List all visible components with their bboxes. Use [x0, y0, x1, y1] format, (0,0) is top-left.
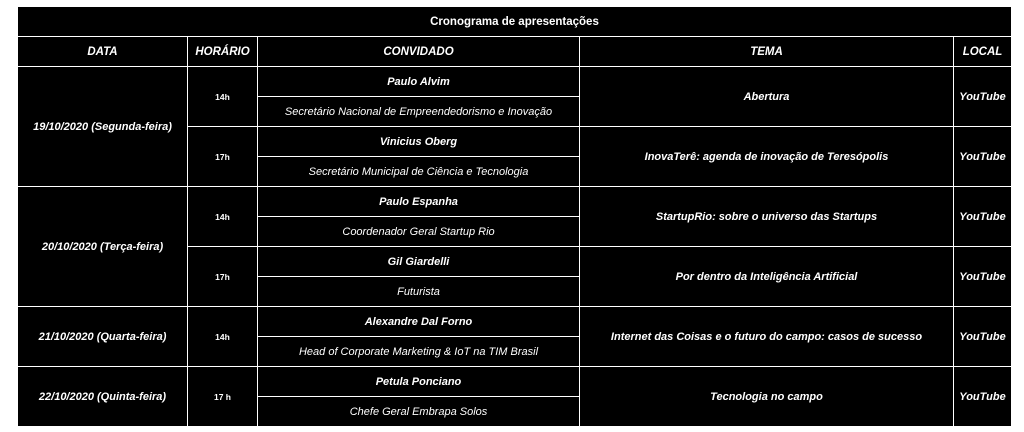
guest-role: Secretário Nacional de Empreendedorismo e Inovação	[258, 97, 580, 127]
time-cell: 14h	[188, 67, 258, 127]
time-cell: 14h	[188, 307, 258, 367]
time-cell: 17h	[188, 247, 258, 307]
header-horario: HORÁRIO	[188, 37, 258, 67]
title-row	[18, 7, 1012, 37]
theme-cell: StartupRio: sobre o universo das Startups	[580, 187, 954, 247]
guest-name: Paulo Espanha	[258, 187, 580, 217]
local-cell: YouTube	[954, 187, 1012, 247]
theme-cell: Tecnologia no campo	[580, 367, 954, 427]
theme-cell: Abertura	[580, 67, 954, 127]
local-cell: YouTube	[954, 127, 1012, 187]
guest-role: Chefe Geral Embrapa Solos	[258, 397, 580, 427]
header-row	[18, 37, 1012, 67]
header-local: LOCAL	[954, 37, 1012, 67]
guest-name: Gil Giardelli	[258, 247, 580, 277]
theme-cell: InovaTerê: agenda de inovação de Teresópolis	[580, 127, 954, 187]
guest-role: Coordenador Geral Startup Rio	[258, 217, 580, 247]
theme-cell: Por dentro da Inteligência Artificial	[580, 247, 954, 307]
schedule-container	[17, 6, 1012, 427]
guest-role: Futurista	[258, 277, 580, 307]
guest-role: Secretário Municipal de Ciência e Tecnologia	[258, 157, 580, 187]
table-row	[18, 187, 1012, 217]
guest-name: Petula Ponciano	[258, 367, 580, 397]
guest-name: Vinicius Oberg	[258, 127, 580, 157]
local-cell: YouTube	[954, 307, 1012, 367]
date-cell: 20/10/2020 (Terça-feira)	[18, 187, 188, 307]
date-cell: 21/10/2020 (Quarta-feira)	[18, 307, 188, 367]
header-data: DATA	[18, 37, 188, 67]
time-cell: 14h	[188, 187, 258, 247]
table-row	[18, 67, 1012, 97]
header-tema: TEMA	[580, 37, 954, 67]
local-cell: YouTube	[954, 367, 1012, 427]
local-cell: YouTube	[954, 247, 1012, 307]
local-cell: YouTube	[954, 67, 1012, 127]
time-cell: 17h	[188, 127, 258, 187]
guest-name: Alexandre Dal Forno	[258, 307, 580, 337]
guest-name: Paulo Alvim	[258, 67, 580, 97]
table-title: Cronograma de apresentações	[18, 7, 1012, 37]
table-row	[18, 307, 1012, 337]
table-row	[18, 367, 1012, 397]
schedule-table	[17, 6, 1012, 427]
theme-cell: Internet das Coisas e o futuro do campo: casos de sucesso	[580, 307, 954, 367]
date-cell: 22/10/2020 (Quinta-feira)	[18, 367, 188, 427]
guest-role: Head of Corporate Marketing & IoT na TIM Brasil	[258, 337, 580, 367]
header-convidado: CONVIDADO	[258, 37, 580, 67]
time-cell: 17 h	[188, 367, 258, 427]
date-cell: 19/10/2020 (Segunda-feira)	[18, 67, 188, 187]
